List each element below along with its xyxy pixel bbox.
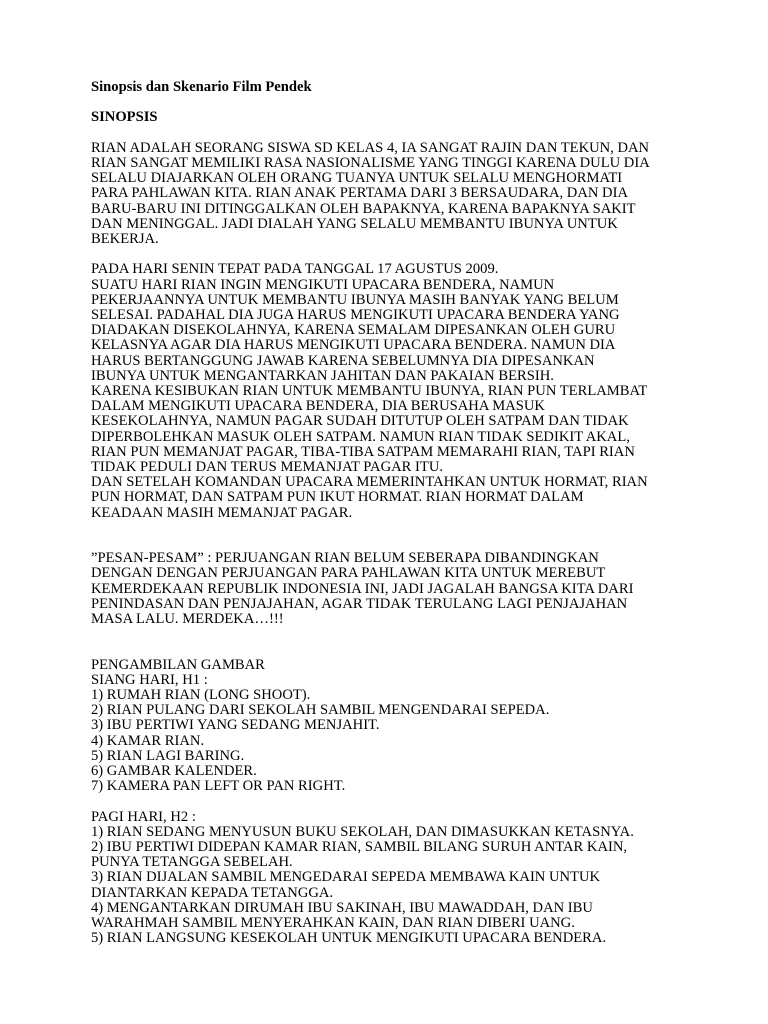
text-line: 2) IBU PERTIWI DIDEPAN KAMAR RIAN, SAMBIL BILANG SURUH ANTAR KAIN, xyxy=(91,839,628,856)
spacer xyxy=(91,247,708,262)
spacer xyxy=(91,126,708,141)
spacer xyxy=(91,521,708,551)
paragraph-story xyxy=(91,262,708,520)
text-line: PUNYA TETANGGA SEBELAH. xyxy=(91,854,293,871)
text-line: DALAM MENGIKUTI UPACARA BENDERA, DIA BERUSAHA MASUK xyxy=(91,398,545,415)
text-line: KEADAAN MASIH MEMANJAT PAGAR. xyxy=(91,504,353,521)
sinopsis-heading: SINOPSIS xyxy=(91,109,158,126)
text-line: BARU-BARU INI DITINGGALKAN OLEH BAPAKNYA, KARENA BAPAKNYA SAKIT xyxy=(91,200,636,217)
text-line: SELALU DIAJARKAN OLEH ORANG TUANYA UNTUK SELALU MENGHORMATI xyxy=(91,170,623,187)
spacer xyxy=(91,627,708,657)
text-line: RIAN ADALAH SEORANG SISWA SD KELAS 4, IA SANGAT RAJIN DAN TEKUN, DAN xyxy=(91,139,650,156)
text-line: SIANG HARI, H1 : xyxy=(91,671,208,688)
text-line: 2) RIAN PULANG DARI SEKOLAH SAMBIL MENGENDARAI SEPEDA. xyxy=(91,702,550,719)
text-line: PENINDASAN DAN PENJAJAHAN, AGAR TIDAK TERULANG LAGI PENJAJAHAN xyxy=(91,595,628,612)
text-line: 5) RIAN LANGSUNG KESEKOLAH UNTUK MENGIKUTI UPACARA BENDERA. xyxy=(91,930,607,947)
text-line: PARA PAHLAWAN KITA. RIAN ANAK PERTAMA DARI 3 BERSAUDARA, DAN DIA xyxy=(91,185,628,202)
text-line: 1) RUMAH RIAN (LONG SHOOT). xyxy=(91,687,311,704)
text-line: KEMERDEKAAN REPUBLIK INDONESIA INI, JADI JAGALAH BANGSA KITA DARI xyxy=(91,580,634,597)
text-line: KELASNYA AGAR DIA HARUS MENGIKUTI UPACARA BENDERA. NAMUN DIA xyxy=(91,337,616,354)
text-line: 7) KAMERA PAN LEFT OR PAN RIGHT. xyxy=(91,778,346,795)
text-line: RIAN PUN MEMANJAT PAGAR, TIBA-TIBA SATPAM MEMARAHI RIAN, TAPI RIAN xyxy=(91,443,635,460)
text-line: TIDAK PEDULI DAN TERUS MEMANJAT PAGAR ITU. xyxy=(91,459,444,476)
text-line: 3) RIAN DIJALAN SAMBIL MENGEDARAI SEPEDA MEMBAWA KAIN UNTUK xyxy=(91,869,601,886)
paragraph-intro xyxy=(91,141,708,247)
text-line: IBUNYA UNTUK MENGANTARKAN JAHITAN DAN PAKAIAN BERSIH. xyxy=(91,367,554,384)
text-line: PADA HARI SENIN TEPAT PADA TANGGAL 17 AGUSTUS 2009. xyxy=(91,261,499,278)
text-line: 4) MENGANTARKAN DIRUMAH IBU SAKINAH, IBU MAWADDAH, DAN IBU xyxy=(91,899,593,916)
text-line: WARAHMAH SAMBIL MENYERAHKAN KAIN, DAN RIAN DIBERI UANG. xyxy=(91,915,575,932)
text-line: PAGI HARI, H2 : xyxy=(91,808,196,825)
text-line: 1) RIAN SEDANG MENYUSUN BUKU SEKOLAH, DAN DIMASUKKAN KETASNYA. xyxy=(91,823,634,840)
text-line: DIPERBOLEHKAN MASUK OLEH SATPAM. NAMUN RIAN TIDAK SEDIKIT AKAL, xyxy=(91,428,630,445)
spacer xyxy=(91,95,708,110)
text-line: BEKERJA. xyxy=(91,231,159,247)
spacer xyxy=(91,794,708,809)
text-line: PENGAMBILAN GAMBAR xyxy=(91,656,265,673)
paragraph-message xyxy=(91,551,708,627)
text-line: DIADAKAN DISEKOLAHNYA, KARENA SEMALAM DIPESANKAN OLEH GURU xyxy=(91,322,616,339)
text-line: KESEKOLAHNYA, NAMUN PAGAR SUDAH DITUTUP OLEH SATPAM DAN TIDAK xyxy=(91,413,629,430)
text-line: KARENA KESIBUKAN RIAN UNTUK MEMBANTU IBUNYA, RIAN PUN TERLAMBAT xyxy=(91,383,648,400)
text-line: 5) RIAN LAGI BARING. xyxy=(91,747,245,764)
text-line: SUATU HARI RIAN INGIN MENGIKUTI UPACARA BENDERA, NAMUN xyxy=(91,276,555,293)
text-line: MASA LALU. MERDEKA…!!! xyxy=(91,611,284,628)
text-line: PEKERJAANNYA UNTUK MEMBANTU IBUNYA MASIH BANYAK YANG BELUM xyxy=(91,291,619,308)
shots-list-day2 xyxy=(91,810,708,947)
text-line: 3) IBU PERTIWI YANG SEDANG MENJAHIT. xyxy=(91,717,380,734)
text-line: DENGAN DENGAN PERJUANGAN PARA PAHLAWAN KITA UNTUK MEREBUT xyxy=(91,565,606,582)
text-line: ”PESAN-PESAM” : PERJUANGAN RIAN BELUM SEBERAPA DIBANDINGKAN xyxy=(91,550,599,567)
document-title: Sinopsis dan Skenario Film Pendek xyxy=(91,79,312,95)
text-line: DAN MENINGGAL. JADI DIALAH YANG SELALU MEMBANTU IBUNYA UNTUK xyxy=(91,215,618,232)
text-line: SELESAI. PADAHAL DIA JUGA HARUS MENGIKUTI UPACARA BENDERA YANG xyxy=(91,307,620,323)
text-line: DAN SETELAH KOMANDAN UPACARA MEMERINTAHKAN UNTUK HORMAT, RIAN xyxy=(91,474,648,491)
shots-list-day1 xyxy=(91,658,708,795)
text-line: DIANTARKAN KEPADA TETANGGA. xyxy=(91,884,334,901)
text-line: RIAN SANGAT MEMILIKI RASA NASIONALISME YANG TINGGI KARENA DULU DIA xyxy=(91,154,650,171)
text-line: HARUS BERTANGGUNG JAWAB KARENA SEBELUMNYA DIA DIPESANKAN xyxy=(91,352,595,369)
text-line: PUN HORMAT, DAN SATPAM PUN IKUT HORMAT. RIAN HORMAT DALAM xyxy=(91,489,584,506)
text-line: 6) GAMBAR KALENDER. xyxy=(91,763,257,780)
text-line: 4) KAMAR RIAN. xyxy=(91,732,205,749)
